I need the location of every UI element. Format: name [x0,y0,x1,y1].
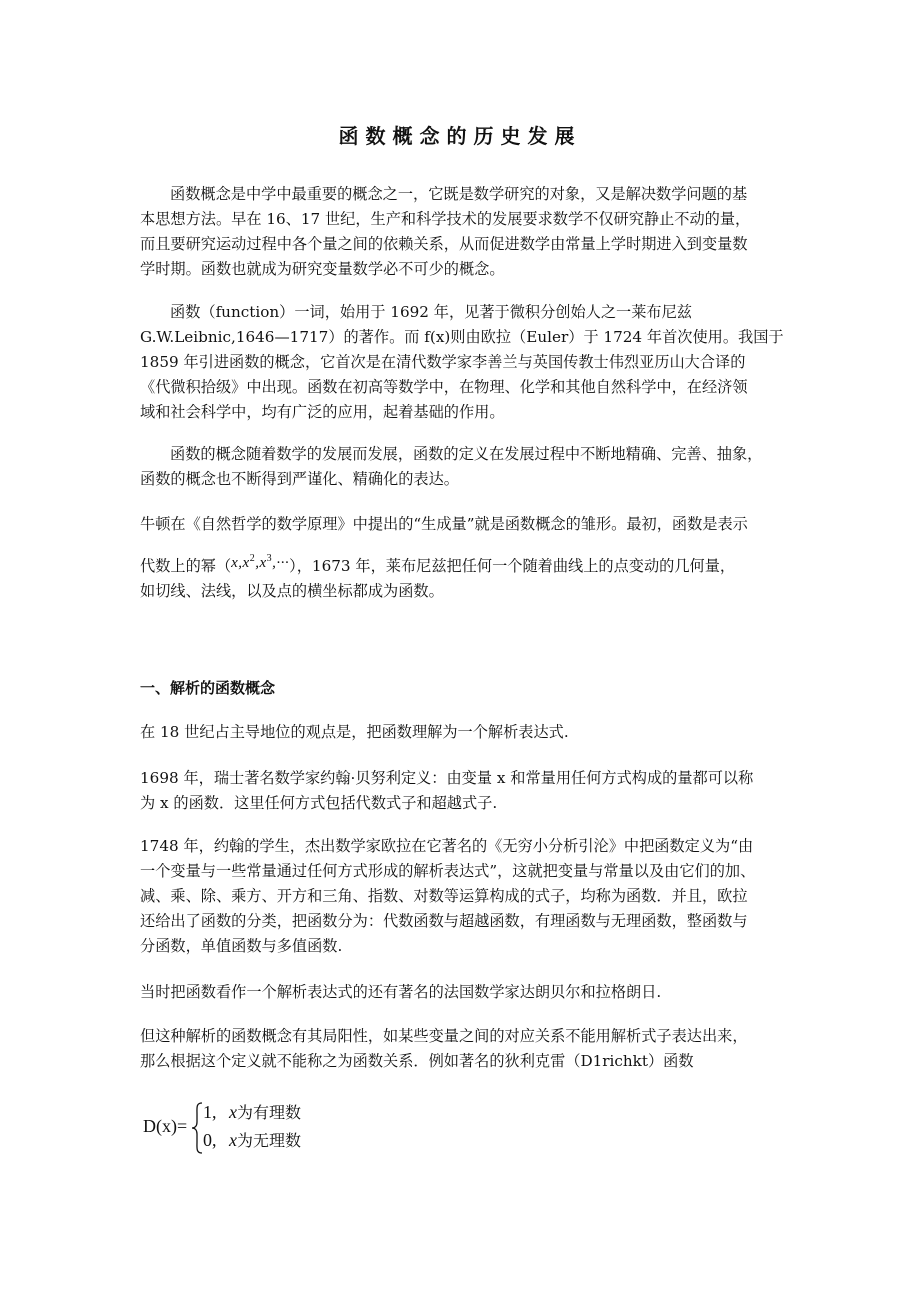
text-line: 如切线、法线，以及点的横坐标都成为函数。 [140,582,444,600]
text-line: 而且要研究运动过程中各个量之间的依赖关系，从而促进数学由常量上学时期进入到变量数 [140,235,748,253]
text-line: 还给出了函数的分类，把函数分为：代数函数与超越函数，有理函数与无理函数，整函数与 [140,912,748,930]
formula-case-irrational: 0, x为无理数 [203,1130,302,1150]
formula-lhs: D(x)= [143,1116,188,1136]
paragraph-intro [140,182,780,282]
text-fragment: ），1673 年，莱布尼兹把任何一个随着曲线上的点变动的几何量， [289,557,736,575]
text-line: 函数的概念随着数学的发展而发展，函数的定义在发展过程中不断地精确、完善、抽象， [170,445,763,463]
text-line: 函数的概念也不断得到严谨化、精确化的表达。 [140,470,459,488]
paragraph-concept-evolution [140,442,780,492]
text-line: 1748 年，约翰的学生，杰出数学家欧拉在它著名的《无穷小分析引沦》中把函数定义为“由 [140,837,754,855]
powers-expression: $x,x^2,x^3,\cdot\cdot\cdot$ [231,553,290,571]
text-fragment: 代数上的幂（ [140,557,232,575]
text-line: 那么根据这个定义就不能称之为函数关系．例如著名的狄利克雷（D1richkt）函数 [140,1052,694,1070]
text-line: 1859 年引进函数的概念，它首次是在清代数学家李善兰与英国传教士伟烈亚历山大合译的 [140,353,746,371]
text-line: 当时把函数看作一个解析表达式的还有著名的法国数学家达朗贝尔和拉格朗日. [140,983,662,1001]
section-heading: 一、解析的函数概念 [140,679,276,697]
text-line: 一个变量与一些常量通过任何方式形成的解析表达式”，这就把变量与常量以及由它们的加、 [140,862,756,880]
text-line: 函数（function）一词，始用于 1692 年，见著于微积分创始人之一莱布尼兹 [170,303,692,321]
text-line: 域和社会科学中，均有广泛的应用，起着基础的作用。 [140,403,505,421]
paragraph-dalembert [140,980,780,1005]
paragraph-euler [140,834,780,959]
text-line: 《代微积拾级》中出现。函数在初高等数学中，在物理、化学和其他自然科学中，在经济领 [140,378,748,396]
text-line: 减、乘、除、乘方、开方和三角、指数、对数等运算构成的式子，均称为函数．并且，欧拉 [140,887,748,905]
page-title: 函数概念的历史发展 [338,124,582,148]
left-brace-icon [190,1102,204,1154]
text-line: 分函数，单值函数与多值函数. [140,937,343,955]
text-line: 但这种解析的函数概念有其局阳性，如某些变量之间的对应关系不能用解析式子表达出来， [140,1027,748,1045]
paragraph-function-term [140,300,784,425]
formula-case-rational: 1, x为有理数 [203,1102,302,1122]
text-line: G.W.Leibnic,1646—1717）的著作。而 f(x)则由欧拉（Euler）于 1724 年首次使用。我国于 [140,328,784,346]
text-line: 在 18 世纪占主导地位的观点是，把函数理解为一个解析表达式. [140,723,569,741]
paragraph-bernoulli [140,766,780,816]
text-line: 本思想方法。早在 16、17 世纪，生产和科学技术的发展要求数学不仅研究静止不动的量， [140,210,751,228]
text-line: 1698 年，瑞士著名数学家约翰·贝努利定义：由变量 x 和常量用任何方式构成的量都可以称 [140,769,754,787]
text-line: 学时期。函数也就成为研究变量数学必不可少的概念。 [140,260,505,278]
paragraph-18th-century [140,720,780,745]
paragraph-limitation [140,1024,780,1074]
text-line: 函数概念是中学中最重要的概念之一，它既是数学研究的对象，又是解决数学问题的基 [170,185,748,203]
text-line: 牛顿在《自然哲学的数学原理》中提出的“生成量”就是函数概念的雏形。最初，函数是表示 [140,515,748,533]
text-line [140,546,780,579]
paragraph-newton [140,512,780,604]
text-line: 为 x 的函数．这里任何方式包括代数式子和超越式子. [140,794,498,812]
